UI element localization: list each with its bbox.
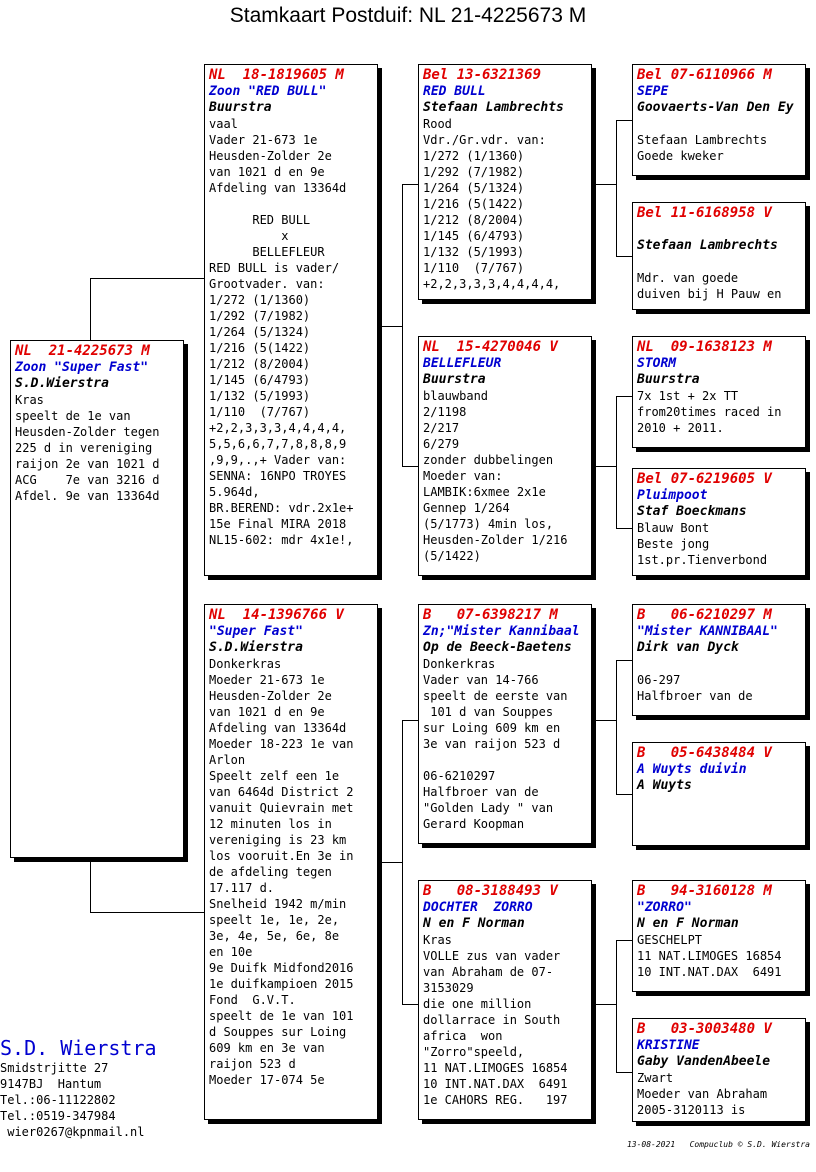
pigeon-owner: Dirk van Dyck bbox=[637, 640, 739, 655]
ring-number: B 03-3003480 V bbox=[637, 1021, 772, 1037]
ring-number: B 05-6438484 V bbox=[637, 745, 772, 761]
connector-line bbox=[402, 720, 403, 1004]
connector-line bbox=[616, 1072, 632, 1073]
connector-line bbox=[616, 940, 632, 941]
connector-line bbox=[90, 278, 91, 340]
connector-line bbox=[594, 720, 616, 721]
connector-line bbox=[616, 256, 632, 257]
pigeon-card-mm-mother bbox=[632, 1018, 806, 1122]
pigeon-name: "ZORRO" bbox=[637, 900, 692, 915]
connector-line bbox=[616, 528, 632, 529]
breeder-city: 9147BJ Hantum bbox=[0, 1077, 102, 1091]
ring-number: Bel 07-6219605 V bbox=[637, 471, 772, 487]
pigeon-name: Zoon "Super Fast" bbox=[15, 360, 149, 375]
pigeon-name: Zoon "RED BULL" bbox=[209, 84, 327, 99]
connector-line bbox=[90, 912, 204, 913]
pigeon-info: Donkerkras Vader van 14-766 speelt de eerste van 101 d van Souppes sur Loing 609 km en 3e van raijon 523 d 06-6210297 Halfbroer van de "Golden Lady " van Gerard Koopman bbox=[423, 657, 568, 831]
connector-line bbox=[90, 858, 91, 912]
pigeon-name: BELLEFLEUR bbox=[423, 356, 502, 371]
pigeon-name: Zn;"Mister Kannibaal bbox=[423, 624, 580, 639]
pigeon-name: Pluimpoot bbox=[637, 488, 708, 503]
connector-line bbox=[380, 326, 402, 327]
pigeon-info: blauwband 2/1198 2/217 6/279 zonder dubbelingen Moeder van: LAMBIK:6xmee 2x1e Gennep 1/264 (5/1773) 4min los, Heusden-Zolder 1/216 (5/1422) bbox=[423, 389, 568, 563]
connector-line bbox=[616, 396, 632, 397]
pigeon-card-mf-father bbox=[632, 604, 806, 716]
pigeon-info: 7x 1st + 2x TT from20times raced in 2010 + 2011. bbox=[637, 389, 782, 435]
page-title: Stamkaart Postduif: NL 21-4225673 M bbox=[229, 4, 587, 27]
pigeon-owner: Stefaan Lambrechts bbox=[423, 100, 564, 115]
pigeon-info: Blauw Bont Beste jong 1st.pr.Tienverbond bbox=[637, 521, 768, 567]
ring-number: NL 18-1819605 M bbox=[209, 67, 344, 83]
pigeon-owner: S.D.Wierstra bbox=[209, 640, 303, 655]
pigeon-name: SEPE bbox=[637, 84, 669, 99]
pigeon-owner: Staf Boeckmans bbox=[637, 504, 747, 519]
footer-credit: 13-08-2021 Compuclub © S.D. Wierstra bbox=[626, 1140, 810, 1149]
pigeon-name: STORM bbox=[637, 356, 677, 371]
pigeon-name: A Wuyts duivin bbox=[637, 762, 747, 777]
connector-line bbox=[90, 278, 204, 279]
breeder-name: S.D. Wierstra bbox=[0, 1036, 157, 1060]
pigeon-card-mm-father bbox=[632, 880, 806, 992]
connector-line bbox=[616, 940, 617, 1072]
connector-line bbox=[594, 184, 616, 185]
pigeon-owner: Buurstra bbox=[423, 372, 486, 387]
breeder-phone: Tel.:0519-347984 bbox=[0, 1109, 116, 1123]
pigeon-info: Kras VOLLE zus van vader van Abraham de 07- 3153029 die one million dollarrace in South africa won "Zorro"speeld, 11 NAT.LIMOGES 16854 10 INT.NAT.DAX 6491 1e CAHORS REG. 197 bbox=[423, 933, 568, 1107]
pigeon-card-ff-father bbox=[632, 64, 806, 176]
pigeon-card-fm-mother bbox=[632, 468, 806, 576]
connector-line bbox=[380, 862, 402, 863]
pigeon-card-mf-mother bbox=[632, 742, 806, 846]
ring-number: B 08-3188493 V bbox=[423, 883, 558, 899]
connector-line bbox=[594, 466, 616, 467]
pigeon-owner: Goovaerts-Van Den Ey bbox=[637, 100, 794, 115]
pigeon-name: DOCHTER ZORRO bbox=[423, 900, 533, 915]
pigeon-card-father bbox=[204, 64, 378, 576]
pigeon-owner: Buurstra bbox=[637, 372, 700, 387]
pigeon-card-father-father bbox=[418, 64, 592, 300]
ring-number: B 94-3160128 M bbox=[637, 883, 772, 899]
connector-line bbox=[402, 1004, 418, 1005]
pigeon-owner: Buurstra bbox=[209, 100, 272, 115]
connector-line bbox=[402, 466, 418, 467]
ring-number: Bel 13-6321369 bbox=[423, 67, 542, 83]
connector-line bbox=[402, 184, 403, 466]
pigeon-info: Rood Vdr./Gr.vdr. van: 1/272 (1/1360) 1/292 (7/1982) 1/264 (5/1324) 1/216 (5(1422) 1/212 (8/2004) 1/145 (6/4793) 1/132 (5/1993) 1/110 (7/767) +2,2,3,3,3,4,4,4,4, bbox=[423, 117, 561, 291]
connector-line bbox=[616, 120, 632, 121]
connector-line bbox=[402, 184, 418, 185]
ring-number: NL 09-1638123 M bbox=[637, 339, 772, 355]
ring-number: Bel 07-6110966 M bbox=[637, 67, 772, 83]
pigeon-info: GESCHELPT 11 NAT.LIMOGES 16854 10 INT.NAT.DAX 6491 bbox=[637, 933, 782, 979]
pigeon-info: vaal Vader 21-673 1e Heusden-Zolder 2e van 1021 d en 9e Afdeling van 13364d RED BULL x BELLEFLEUR RED BULL is vader/ Grootvader. van: 1/272 (1/1360) 1/292 (7/1982) 1/264 (5/1324) 1/216 (5(1422) 1/212 (8/2004) 1/145 (6/4793) 1/132 (5/1993) 1/110 (7/767) +2,2,3,3,3,4,4,4,4, 5,5,6,6,7,7,8,8,8,9 ,9,9,.,+ Vader van: SENNA: 16NPO TROYES 5.964d, BR.BEREND: vdr.2x1e+ 15e Final MIRA 2018 NL15-602: mdr 4x1e!, bbox=[209, 117, 354, 547]
ring-number: NL 21-4225673 M bbox=[15, 343, 150, 359]
pigeon-name: KRISTINE bbox=[637, 1038, 700, 1053]
ring-number: B 06-6210297 M bbox=[637, 607, 772, 623]
connector-line bbox=[616, 794, 632, 795]
pigeon-owner: N en F Norman bbox=[423, 916, 525, 931]
connector-line bbox=[402, 720, 418, 721]
connector-line bbox=[616, 396, 617, 528]
pigeon-card-subject bbox=[10, 340, 184, 858]
pigeon-owner: Op de Beeck-Baetens bbox=[423, 640, 572, 655]
connector-line bbox=[616, 660, 632, 661]
pigeon-name: "Super Fast" bbox=[209, 624, 303, 639]
pigeon-info: Donkerkras Moeder 21-673 1e Heusden-Zolder 2e van 1021 d en 9e Afdeling van 13364d Moeder 18-223 1e van Arlon Speelt zelf een 1e van 6464d District 2 vanuit Quievrain met 12 minuten los in vereniging is 23 km los vooruit.En 3e in de afdeling tegen 17.117 d. Snelheid 1942 m/min speelt 1e, 1e, 2e, 3e, 4e, 5e, 6e, 8e en 10e 9e Duifk Midfond2016 1e duifkampioen 2015 Fond G.V.T. speelt de 1e van 101 d Souppes sur Loing 609 km en 3e van raijon 523 d Moeder 17-074 5e bbox=[209, 657, 354, 1087]
pigeon-name: "Mister KANNIBAAL" bbox=[637, 624, 778, 639]
pigeon-card-ff-mother bbox=[632, 202, 806, 310]
breeder-info bbox=[0, 1036, 157, 1140]
pigeon-info: Kras speelt de 1e van Heusden-Zolder tegen 225 d in vereniging raijon 2e van 1021 d ACG 7e van 3216 d Afdel. 9e van 13364d bbox=[15, 393, 160, 503]
pigeon-owner: N en F Norman bbox=[637, 916, 739, 931]
pigeon-card-father-mother bbox=[418, 336, 592, 576]
pigeon-owner: Stefaan Lambrechts bbox=[637, 238, 778, 253]
breeder-phone: Tel.:06-11122802 bbox=[0, 1093, 116, 1107]
ring-number: Bel 11-6168958 V bbox=[637, 205, 772, 221]
pigeon-card-mother-mother bbox=[418, 880, 592, 1120]
pigeon-info: Stefaan Lambrechts Goede kweker bbox=[637, 133, 768, 163]
ring-number: NL 15-4270046 V bbox=[423, 339, 558, 355]
connector-line bbox=[616, 660, 617, 794]
breeder-street: Smidstrjitte 27 bbox=[0, 1061, 109, 1075]
ring-number: NL 14-1396766 V bbox=[209, 607, 344, 623]
pigeon-card-fm-father bbox=[632, 336, 806, 448]
pigeon-name: RED BULL bbox=[423, 84, 486, 99]
ring-number: B 07-6398217 M bbox=[423, 607, 558, 623]
breeder-email: wier0267@kpnmail.nl bbox=[0, 1125, 145, 1139]
connector-line bbox=[616, 120, 617, 256]
pigeon-info: Mdr. van goede duiven bij H Pauw en bbox=[637, 271, 782, 301]
pigeon-card-mother-father bbox=[418, 604, 592, 844]
pigeon-owner: A Wuyts bbox=[637, 778, 692, 793]
pigeon-info: Zwart Moeder van Abraham 2005-3120113 is bbox=[637, 1071, 768, 1117]
pigeon-name bbox=[637, 222, 801, 238]
pigeon-card-mother bbox=[204, 604, 378, 1120]
connector-line bbox=[594, 1004, 616, 1005]
pigeon-info: 06-297 Halfbroer van de bbox=[637, 673, 753, 703]
pigeon-owner: S.D.Wierstra bbox=[15, 376, 109, 391]
pigeon-owner: Gaby VandenAbeele bbox=[637, 1054, 771, 1069]
